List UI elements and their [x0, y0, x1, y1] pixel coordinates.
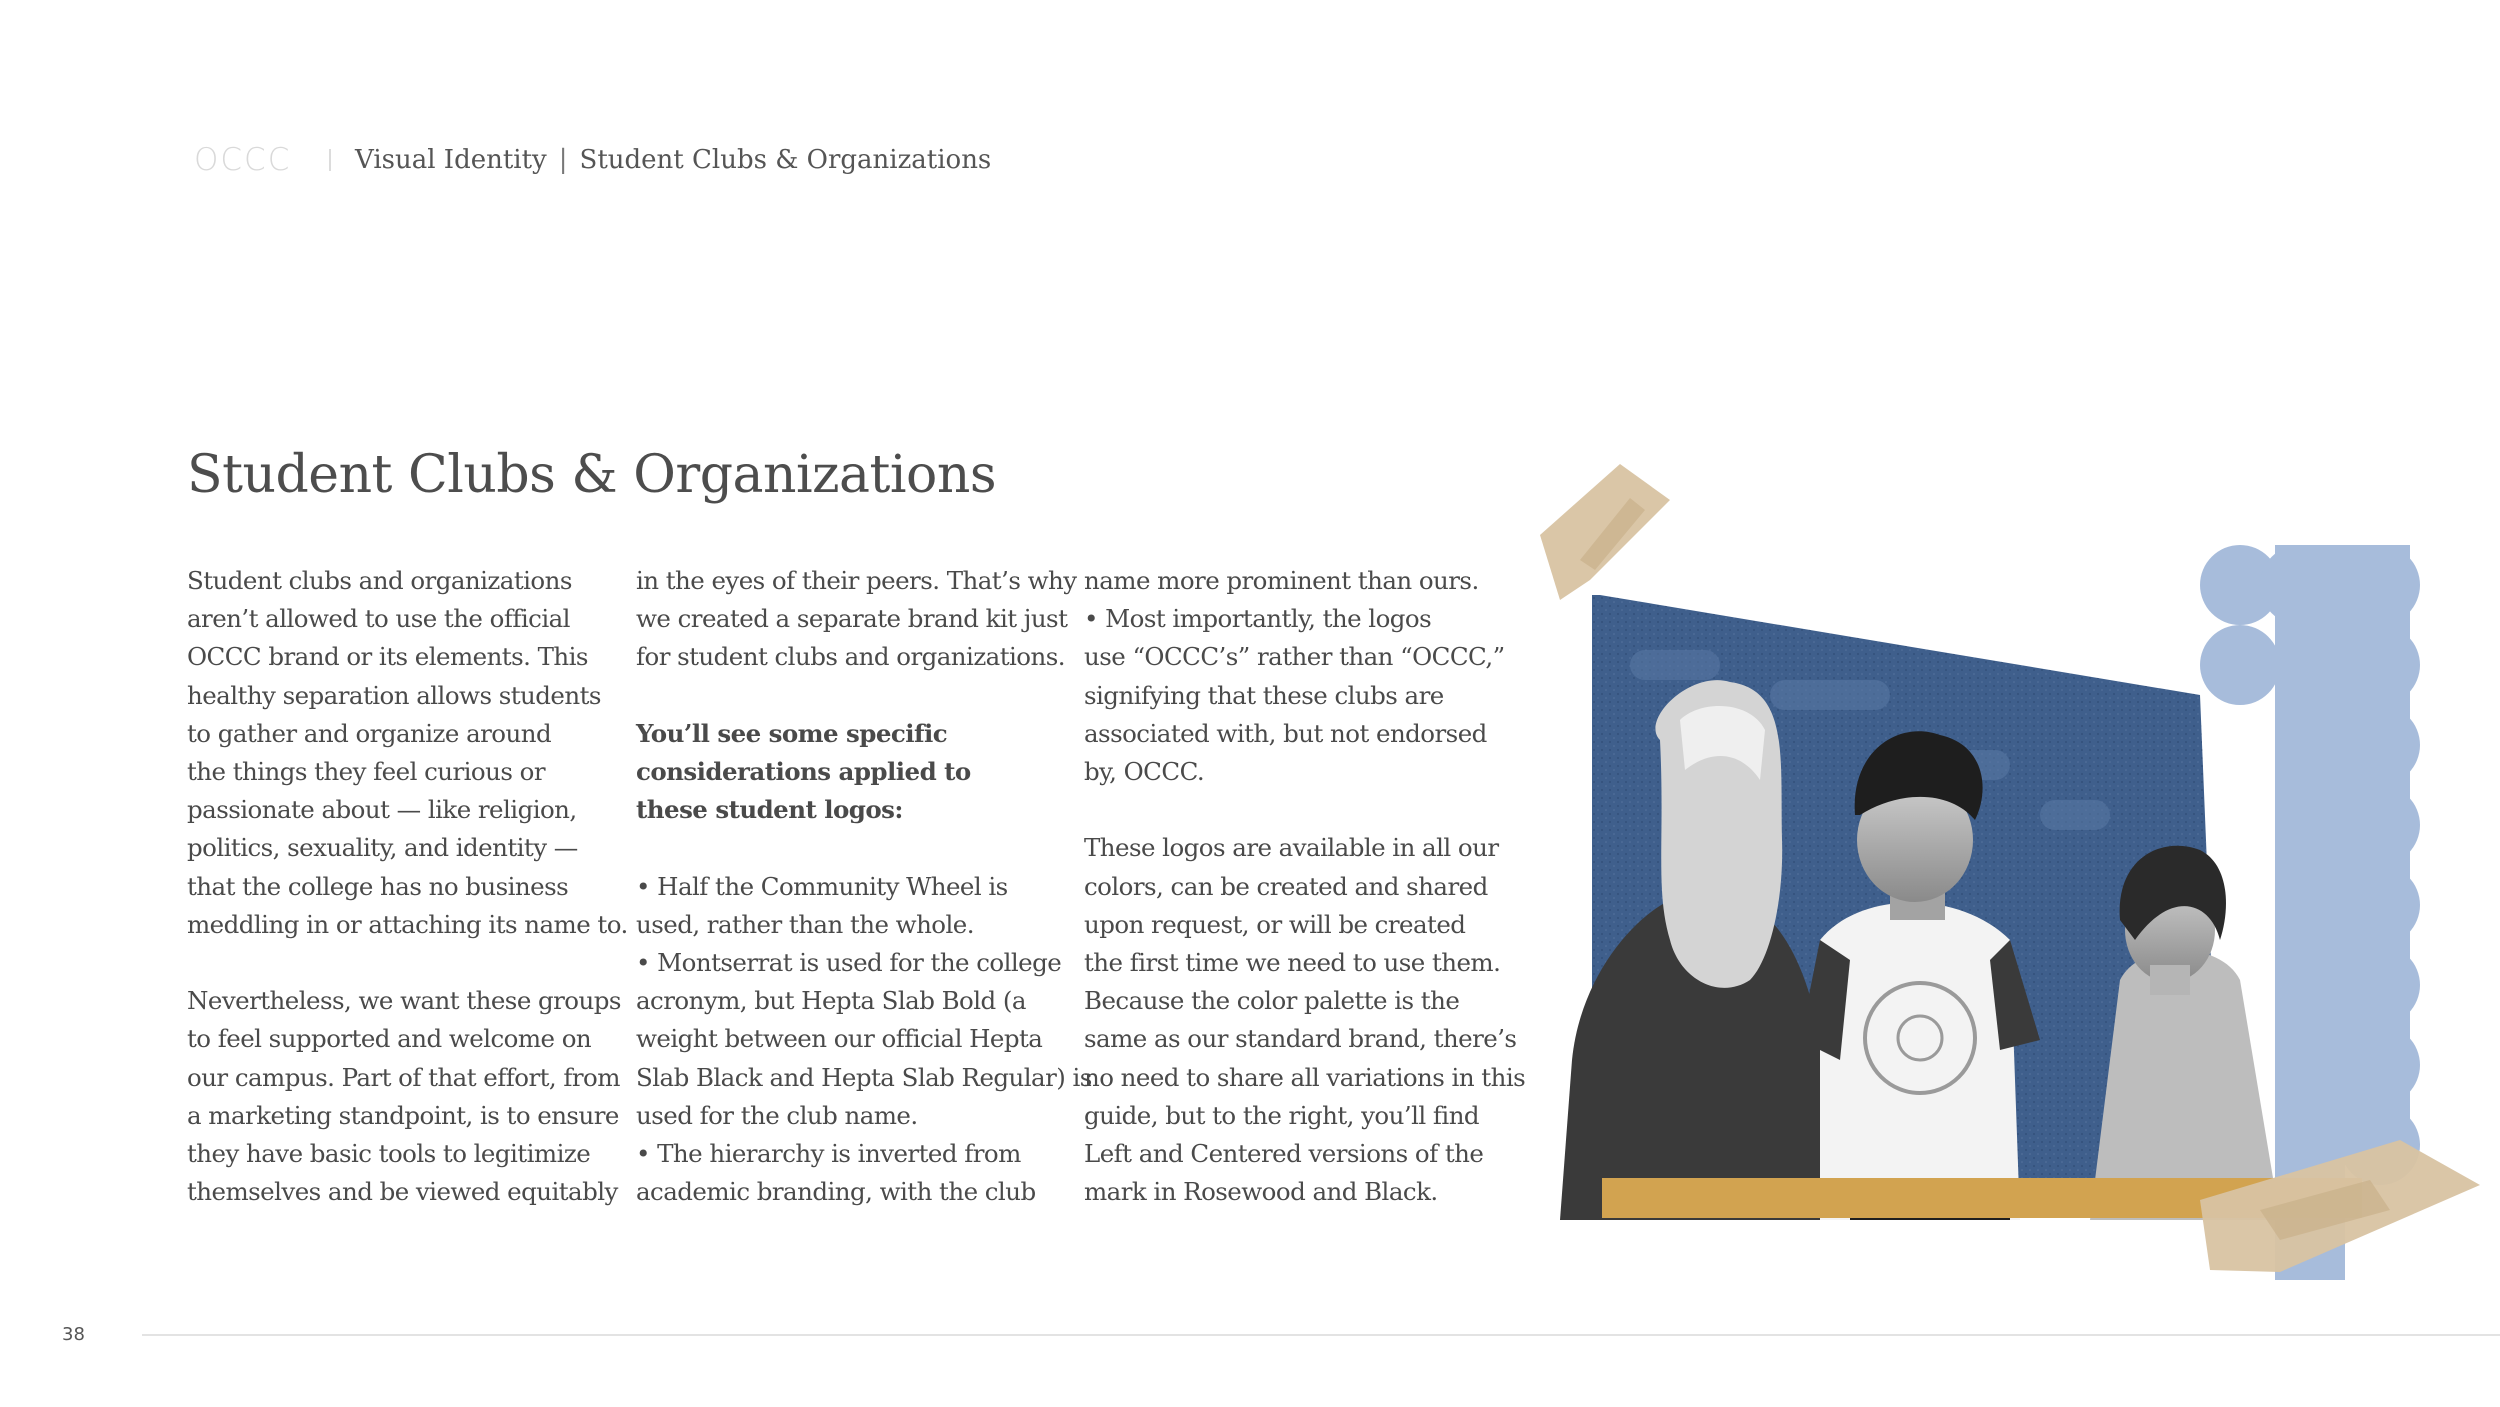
bullet-text-line: used, rather than the whole.	[636, 909, 974, 939]
breadcrumb	[355, 145, 991, 175]
body-text-line: same as our standard brand, there’s	[1084, 1024, 1517, 1054]
body-text-line: use “OCCC’s” rather than “OCCC,”	[1084, 642, 1505, 672]
body-text-line: associated with, but not endorsed	[1084, 718, 1487, 748]
bold-text-line: considerations applied to	[636, 757, 971, 786]
breadcrumb-separator: |	[558, 145, 568, 175]
bullet-text-line: • Half the Community Wheel is	[636, 871, 1008, 901]
body-text-line: These logos are available in all our	[1084, 833, 1499, 863]
body-text-line: name more prominent than ours.	[1084, 566, 1479, 595]
bullet-text-line: • The hierarchy is inverted from	[636, 1139, 1021, 1169]
breadcrumb-subsection: Student Clubs & Organizations	[579, 145, 992, 175]
bullet-text-line: used for the club name.	[636, 1100, 918, 1130]
page-header	[194, 140, 991, 180]
body-text-line: in the eyes of their peers. That’s why	[636, 566, 1077, 595]
body-text-line: Because the color palette is the	[1084, 986, 1460, 1016]
page-number: 38	[62, 1324, 85, 1345]
bold-text-line: these student logos:	[636, 795, 903, 825]
body-text-line: upon request, or will be created	[1084, 909, 1466, 939]
body-text-line: aren’t allowed to use the official	[187, 604, 570, 634]
bold-text-line: You’ll see some specific	[636, 718, 948, 748]
body-text-line: the first time we need to use them.	[1084, 948, 1501, 978]
body-text-line: healthy separation allows students	[187, 680, 601, 710]
body-text-line: guide, but to the right, you’ll find	[1084, 1100, 1480, 1130]
body-text-line: no need to share all variations in this	[1084, 1062, 1526, 1092]
body-text-line: Nevertheless, we want these groups	[187, 986, 621, 1016]
bullet-text-line: acronym, but Hepta Slab Bold (a	[636, 986, 1026, 1016]
column-2-bold-heading	[636, 715, 1076, 830]
body-text-line: we created a separate brand kit just	[636, 604, 1068, 634]
column-2-intro	[636, 562, 1076, 677]
occc-logo: OCCC	[194, 142, 292, 178]
column-3-paragraph-b	[1084, 829, 1524, 1211]
column-3-paragraph-a	[1084, 562, 1524, 791]
bullet-text-line: academic branding, with the club	[636, 1177, 1036, 1207]
body-text-line: a marketing standpoint, is to ensure	[187, 1100, 619, 1130]
breadcrumb-section: Visual Identity	[355, 145, 547, 175]
body-text-line: Left and Centered versions of the	[1084, 1139, 1484, 1169]
body-text-line: by, OCCC.	[1084, 757, 1205, 787]
body-text-line: passionate about — like religion,	[187, 795, 577, 825]
body-text-line: meddling in or attaching its name to.	[187, 909, 628, 939]
bullet-text-line: Slab Black and Hepta Slab Regular) is	[636, 1062, 1092, 1092]
body-text-line: • Most importantly, the logos	[1084, 604, 1432, 634]
body-text-line: colors, can be created and shared	[1084, 871, 1488, 901]
body-text-line	[187, 944, 627, 982]
page-title: Student Clubs & Organizations	[187, 445, 997, 505]
body-text-line: the things they feel curious or	[187, 757, 545, 787]
bullet-text-line: weight between our official Hepta	[636, 1024, 1043, 1054]
header-divider	[329, 149, 331, 171]
student-collage-photo	[1520, 420, 2500, 1280]
body-text-line: Student clubs and organizations	[187, 566, 572, 595]
body-column-2	[636, 562, 1092, 1211]
body-text-line: that the college has no business	[187, 871, 569, 901]
body-text-line: politics, sexuality, and identity —	[187, 833, 578, 863]
body-text-line: to feel supported and welcome on	[187, 1024, 592, 1054]
footer-rule	[142, 1334, 2500, 1336]
body-text-line: mark in Rosewood and Black.	[1084, 1177, 1438, 1207]
bullet-text-line: • Montserrat is used for the college	[636, 948, 1062, 977]
body-column-1	[187, 562, 627, 1211]
body-column-3	[1084, 562, 1524, 1211]
body-text-line: OCCC brand or its elements. This	[187, 642, 588, 672]
body-text-line: themselves and be viewed equitably	[187, 1177, 618, 1207]
body-text-line: for student clubs and organizations.	[636, 642, 1066, 672]
body-text-line: signifying that these clubs are	[1084, 680, 1444, 710]
column-2-bullets	[636, 868, 1092, 1212]
body-text-line: our campus. Part of that effort, from	[187, 1062, 620, 1092]
body-text-line: to gather and organize around	[187, 718, 552, 748]
body-text-line: they have basic tools to legitimize	[187, 1139, 591, 1169]
